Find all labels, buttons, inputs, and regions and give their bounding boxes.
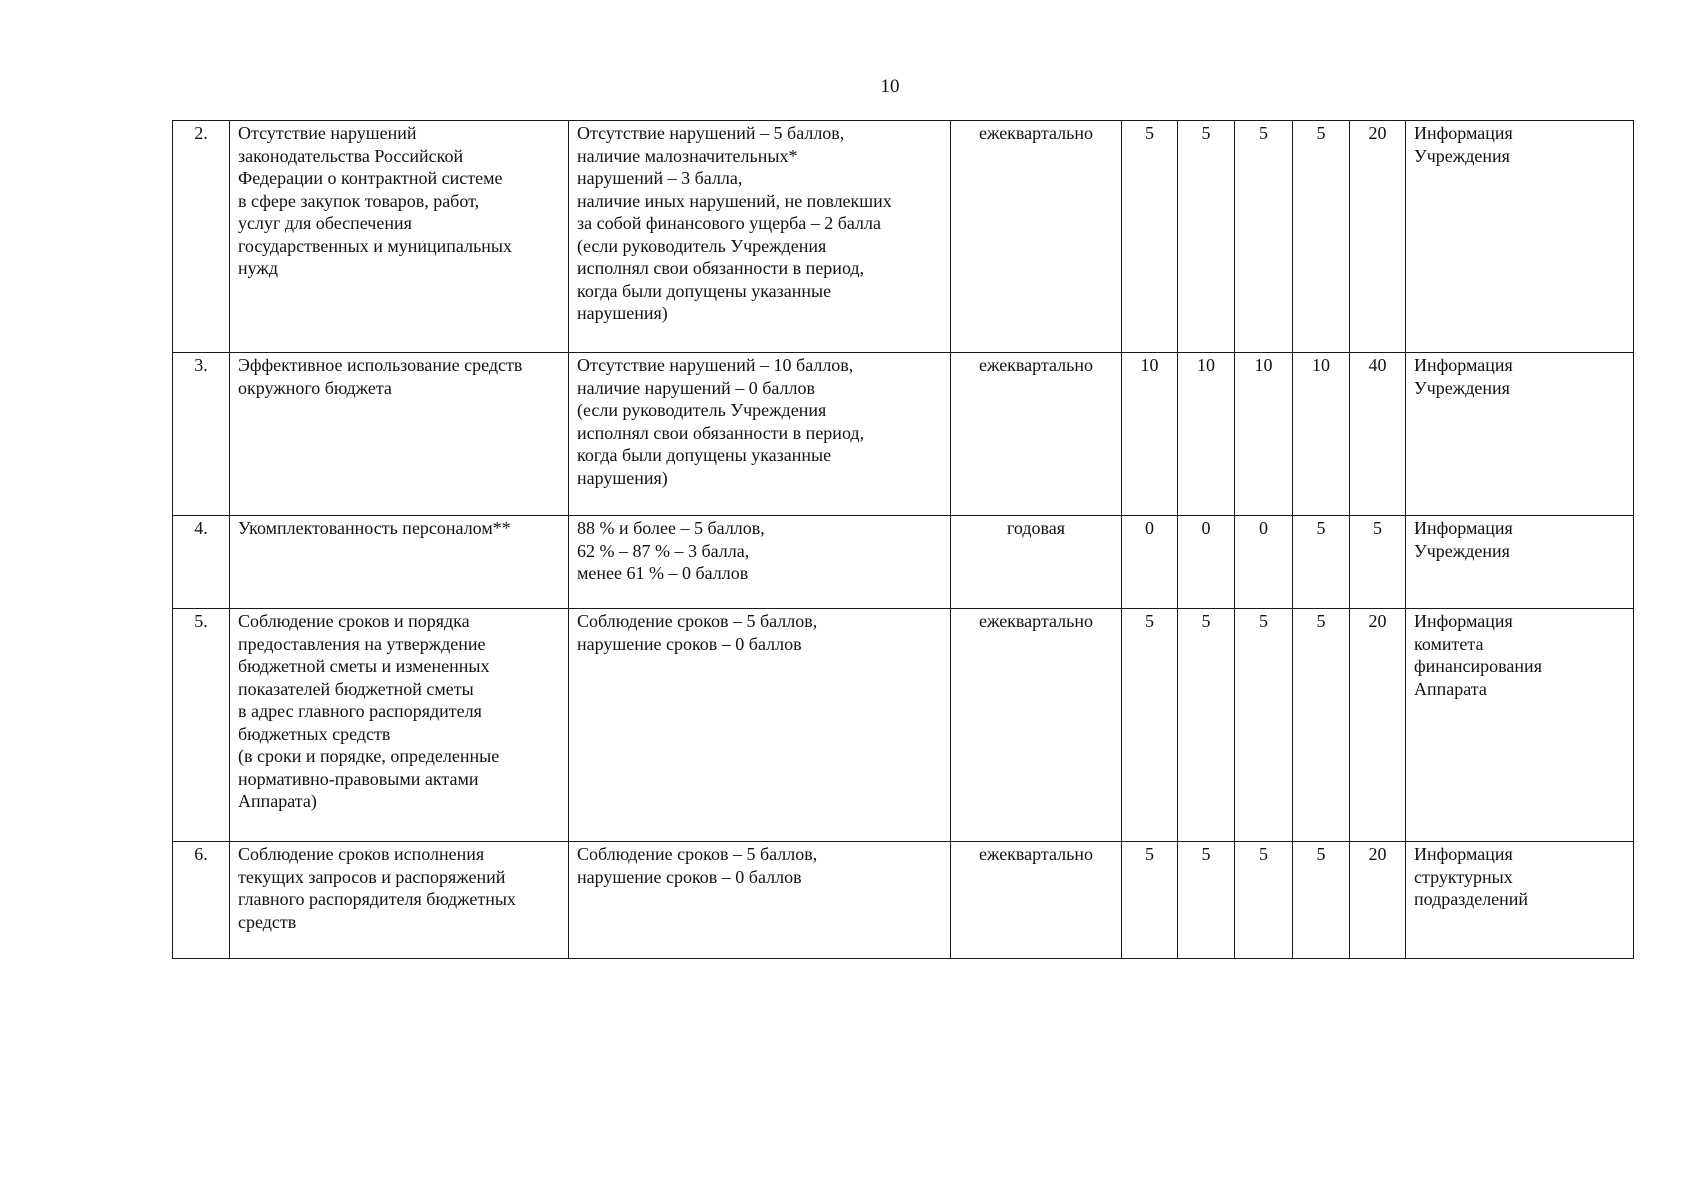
criterion-name-line: в сфере закупок товаров, работ, [238,190,480,211]
score-total: 5 [1350,516,1406,609]
information-source-line: Информация [1414,123,1513,143]
criterion-name [230,609,569,842]
information-source-line: Информация [1414,611,1513,631]
score-value: 5 [1122,842,1178,959]
scoring-rule [569,121,951,353]
information-source [1406,516,1634,609]
criterion-name-line: главного распорядителя бюджетных [238,889,516,909]
criterion-name-line: предоставления на утверждение [238,633,486,654]
row-number: 3. [173,353,230,516]
scoring-rule [569,609,951,842]
criterion-name-line: услуг для обеспечения [238,213,412,233]
score-value: 5 [1293,121,1350,353]
scoring-rule-line: нарушение сроков – 0 баллов [577,866,802,887]
scoring-rule-line: нарушение сроков – 0 баллов [577,633,802,654]
scoring-rule [569,842,951,959]
scoring-rule-line: наличие иных нарушений, не повлекших [577,190,892,211]
score-value: 5 [1235,121,1293,353]
score-value: 5 [1178,121,1235,353]
criterion-name-line: Аппарата) [238,791,317,811]
score-value: 10 [1293,353,1350,516]
scoring-rule-line: наличие нарушений – 0 баллов [577,377,815,398]
information-source-line: Учреждения [1414,540,1510,561]
score-value: 5 [1122,609,1178,842]
criterion-name-line: Соблюдение сроков и порядка [238,611,470,631]
scoring-rule-line: нарушения) [577,467,668,488]
scoring-rule-line: 88 % и более – 5 баллов, [577,518,765,538]
information-source-line: комитета [1414,633,1484,654]
score-value: 10 [1178,353,1235,516]
score-value: 0 [1235,516,1293,609]
page-number: 10 [880,76,900,97]
assessment-period: ежеквартально [951,121,1122,353]
criterion-name-line: показателей бюджетной сметы [238,678,474,699]
information-source-line: Информация [1414,844,1513,864]
scoring-rule [569,353,951,516]
scoring-rule-line: Соблюдение сроков – 5 баллов, [577,844,818,864]
information-source-line: Информация [1414,518,1513,538]
criterion-name-line: государственных и муниципальных [238,235,512,256]
assessment-period: ежеквартально [951,609,1122,842]
scoring-rule-line: Отсутствие нарушений – 10 баллов, [577,355,854,375]
score-total: 40 [1350,353,1406,516]
criterion-name-line: текущих запросов и распоряжений [238,866,506,887]
criterion-name-line: Соблюдение сроков исполнения [238,844,485,864]
table-row [173,353,1634,516]
information-source-line: структурных [1414,866,1513,887]
score-total: 20 [1350,121,1406,353]
criterion-name-line: бюджетной сметы и измененных [238,656,490,676]
information-source [1406,353,1634,516]
information-source [1406,609,1634,842]
assessment-period: ежеквартально [951,842,1122,959]
criterion-name-line: в адрес главного распорядителя [238,701,482,721]
criterion-name-line: Укомплектованность персоналом** [238,518,511,538]
criterion-name-line: бюджетных средств [238,723,391,744]
criterion-name-line: законодательства Российской [238,145,464,166]
criteria-table [172,120,1634,959]
scoring-rule-line: за собой финансового ущерба – 2 балла [577,213,881,233]
criterion-name-line: Отсутствие нарушений [238,123,417,143]
scoring-rule-line: (если руководитель Учреждения [577,400,827,420]
scoring-rule-line: когда были допущены указанные [577,445,832,465]
criteria-table-body [173,121,1634,959]
score-value: 5 [1293,609,1350,842]
row-number: 5. [173,609,230,842]
score-value: 0 [1122,516,1178,609]
score-value: 10 [1122,353,1178,516]
criterion-name [230,121,569,353]
score-value: 5 [1122,121,1178,353]
assessment-period: годовая [951,516,1122,609]
score-value: 10 [1235,353,1293,516]
scoring-rule-line: менее 61 % – 0 баллов [577,563,749,583]
scoring-rule [569,516,951,609]
criterion-name-line: нормативно-правовыми актами [238,768,479,789]
information-source [1406,842,1634,959]
information-source-line: Информация [1414,355,1513,375]
score-value: 5 [1293,516,1350,609]
information-source-line: Аппарата [1414,678,1487,699]
criterion-name [230,842,569,959]
scoring-rule-line: 62 % – 87 % – 3 балла, [577,540,750,561]
table-row [173,516,1634,609]
score-value: 5 [1293,842,1350,959]
table-row [173,609,1634,842]
table-row [173,842,1634,959]
criterion-name-line: (в сроки и порядке, определенные [238,746,500,766]
score-value: 5 [1235,609,1293,842]
scoring-rule-line: исполнял свои обязанности в период, [577,422,865,443]
information-source-line: Учреждения [1414,377,1510,398]
scoring-rule-line: наличие малозначительных* [577,145,798,166]
score-value: 5 [1178,842,1235,959]
criterion-name-line: окружного бюджета [238,377,392,398]
table-row [173,121,1634,353]
criterion-name [230,353,569,516]
criterion-name-line: средств [238,911,297,932]
scoring-rule-line: нарушений – 3 балла, [577,168,743,188]
scoring-rule-line: нарушения) [577,303,668,323]
assessment-period: ежеквартально [951,353,1122,516]
information-source-line: Учреждения [1414,145,1510,166]
information-source-line: подразделений [1414,889,1529,909]
scoring-rule-line: Отсутствие нарушений – 5 баллов, [577,123,845,143]
row-number: 6. [173,842,230,959]
scoring-rule-line: (если руководитель Учреждения [577,235,827,256]
score-value: 0 [1178,516,1235,609]
score-total: 20 [1350,609,1406,842]
criterion-name-line: Эффективное использование средств [238,355,523,375]
scoring-rule-line: исполнял свои обязанности в период, [577,258,865,278]
information-source [1406,121,1634,353]
row-number: 4. [173,516,230,609]
score-total: 20 [1350,842,1406,959]
criterion-name-line: нужд [238,258,278,278]
criterion-name [230,516,569,609]
score-value: 5 [1178,609,1235,842]
scoring-rule-line: когда были допущены указанные [577,280,832,301]
score-value: 5 [1235,842,1293,959]
criterion-name-line: Федерации о контрактной системе [238,168,503,188]
information-source-line: финансирования [1414,656,1542,676]
scoring-rule-line: Соблюдение сроков – 5 баллов, [577,611,818,631]
row-number: 2. [173,121,230,353]
